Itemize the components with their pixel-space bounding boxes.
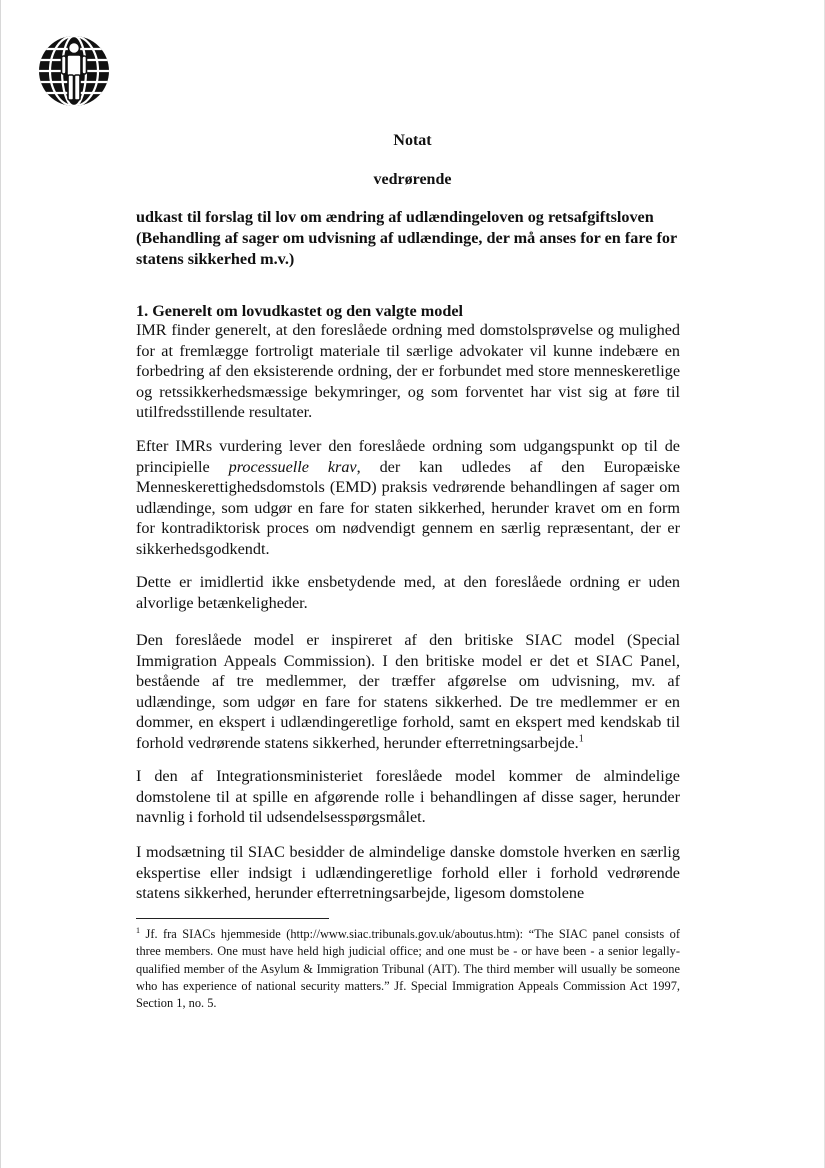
footnote-divider	[136, 918, 329, 919]
footnote-number: 1	[136, 925, 140, 935]
paragraph-3: Dette er imidlertid ikke ensbetydende med, at den foreslåede ordning er uden alvorlige betænkeligheder.	[136, 573, 680, 612]
section-heading: 1. Generelt om lovudkastet og den valgte model	[136, 302, 464, 320]
paragraph-4-text: Den foreslåede model er inspireret af den britiske SIAC model (Special Immigration Appeals Commission). I den britiske model er det et SIAC Panel, bestående af tre medlemmer, der træffer afgørelse om udvisning, mv. af udlændinge, som udgør en fare for statens sikkerhed. De tre medlemmer er en dommer, en ekspert i udlændingeretlige forhold, samt en ekspert med kendskab til forhold vedrørende statens sikkerhed, herunder efterretningsarbejde.	[136, 631, 680, 752]
document-subject: udkast til forslag til lov om ændring af udlændingeloven og retsafgiftsloven (Behandling af sager om udvisning af udlændinge, der må anses for en fare for statens sikkerhed m.v.)	[136, 208, 677, 268]
paragraph-2-text-b: , der kan udledes af den Europæiske Menneskerettighedsdomstols (EMD) praksis vedrørende behandlingen af sager om udlændinge, som udgør en fare for staten sikkerhed, herunder kravet om en form for kontradiktorisk proces om nødvendigt gennem en særlig repræsentant, der er sikkerhedsgodkendt.	[136, 457, 681, 558]
paragraph-2	[136, 436, 680, 560]
footnote-reference[interactable]: 1	[578, 733, 584, 745]
footnote-text: Jf. fra SIACs hjemmeside (http://www.siac.tribunals.gov.uk/aboutus.htm): “The SIAC panel consists of three members. One must have held high judicial office; and one must be - or have been - a senior legally-qualified member of the Asylum & Immigration Tribunal (AIT). The third member will usually be someone who has experience of national security matters.” Jf. Special Immigration Appeals Commission Act 1997, Section 1, no. 5.	[136, 927, 680, 1011]
footnote	[136, 926, 680, 1012]
paragraph-6: I modsætning til SIAC besidder de almindelige danske domstole hverken en særlig ekspertise eller indsigt i udlændingeretlige forhold eller i forhold vedrørende statens sikkerhed, herunder efterretningsarbejde, ligesom domstolene	[136, 843, 680, 903]
paragraph-1: IMR finder generelt, at den foreslåede ordning med domstolsprøvelse og mulighed for at fremlægge fortroligt materiale til særlige advokater vil kunne indebære en forbedring af den eksisterende ordning, der er forbundet med store menneskeretlige og retssikkerhedsmæssige bekymringer, og som forventet har vist sig at føre til utilfredsstillende resultater.	[136, 321, 680, 422]
paragraph-5: I den af Integrationsministeriet foreslåede model kommer de almindelige domstolene til at spille en afgørende rolle i behandlingen af disse sager, herunder navnlig i forhold til udsendelsesspørgsmålet.	[136, 767, 680, 827]
document-subtitle: vedrørende	[373, 171, 452, 188]
paragraph-2-italic: processuelle krav	[228, 457, 357, 476]
document-title: Notat	[393, 132, 432, 149]
paragraph-2-text-a: Efter IMRs vurdering lever den foreslåede ordning som udgangspunkt op til de principielle	[136, 437, 680, 476]
paragraph-4	[136, 630, 680, 754]
human-rights-globe-logo-icon	[36, 33, 112, 109]
